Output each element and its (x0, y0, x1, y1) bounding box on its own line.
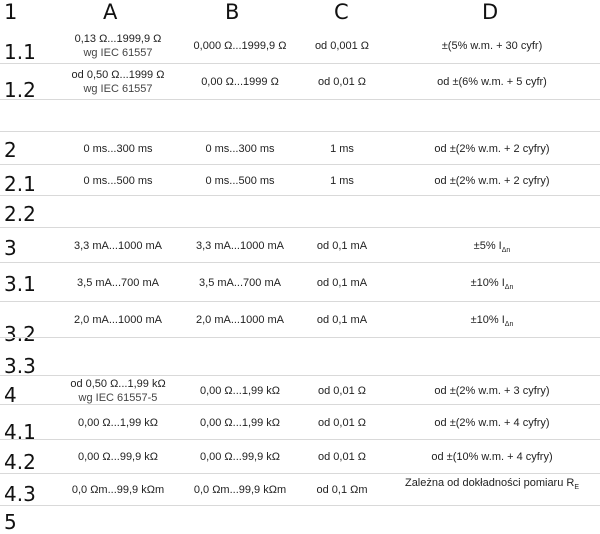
cell-accuracy: od ±(2% w.m. + 4 cyfry) (434, 416, 550, 429)
row-number: 4.2 (4, 450, 36, 474)
cell-range-b: 0 ms...500 ms (205, 174, 275, 187)
subscript: Δn (504, 321, 514, 328)
cell-accuracy: od ±(2% w.m. + 2 cyfry) (434, 142, 550, 155)
cell-range-a: 2,0 mA...1000 mA (73, 314, 163, 326)
cell-range-b: 3,5 mA...700 mA (199, 276, 281, 289)
table-row (0, 64, 600, 100)
row-number: 3.1 (4, 272, 36, 296)
cell-accuracy: ±(5% w.m. + 30 cyfr) (441, 40, 543, 52)
header-col-a: A (103, 0, 118, 24)
cell-accuracy: ±5% $I_{\Delta n}$ (473, 239, 511, 254)
row-number: 4.3 (4, 482, 36, 506)
table-row (0, 302, 600, 378)
cell-range-a: od 0,50 Ω...1,99 kΩ wg IEC 61557-5 (60, 377, 176, 405)
cell-resolution: 1 ms (330, 174, 354, 187)
row-number: 4.1 (4, 420, 36, 444)
row-number: 3.2 (4, 322, 36, 346)
cell-range-a: 3,3 mA...1000 mA (73, 239, 163, 252)
row-number: 1.2 (4, 78, 36, 102)
subscript: Δn (504, 283, 514, 291)
cell-resolution: od 0,1 mA (316, 239, 368, 252)
cell-range-b: 0,00 Ω...99,9 kΩ (199, 451, 281, 463)
cell-range-b: 0,00 Ω...1,99 kΩ (199, 384, 281, 397)
header-col-c: C (334, 0, 349, 24)
cell-accuracy: od ±(2% w.m. + 3 cyfry) (434, 384, 550, 397)
subscript: Δn (501, 246, 511, 254)
cell-resolution: od 0,1 mA (316, 314, 368, 326)
table-row (0, 474, 600, 534)
cell-accuracy: od ±(6% w.m. + 5 cyfr) (437, 76, 547, 88)
cell-range-a: 3,5 mA...700 mA (77, 276, 159, 289)
cell-accuracy: od ±(2% w.m. + 2 cyfry) (434, 174, 550, 187)
cell-resolution: 1 ms (330, 142, 354, 155)
cell-note: wg IEC 61557-5 (78, 391, 158, 404)
cell-resolution: od 0,01 Ω (318, 451, 366, 463)
row-number: 4 (4, 383, 17, 407)
cell-range-b: 0,000 Ω...1999,9 Ω (193, 40, 287, 52)
row-number: 5 (4, 510, 17, 534)
row-number: 2.2 (4, 202, 36, 226)
header-col-d: D (482, 0, 499, 24)
cell-accuracy: ±10% $I_{\Delta n}$ (470, 276, 514, 291)
cell-range-b: 0,0 Ωm...99,9 kΩm (193, 484, 287, 496)
row-number: 3 (4, 236, 17, 260)
cell-range-a: 0,13 Ω...1999,9 Ω wg IEC 61557 (60, 32, 176, 60)
row-number: 1.1 (4, 40, 36, 64)
row-number: 2.1 (4, 172, 36, 196)
cell-resolution: od 0,1 Ωm (316, 484, 368, 496)
table-row (0, 165, 600, 226)
cell-resolution: od 0,001 Ω (314, 40, 370, 52)
cell-range-b: 0,00 Ω...1,99 kΩ (199, 416, 281, 429)
row-number: 3.3 (4, 354, 36, 378)
cell-range-b: 0,00 Ω...1999 Ω (201, 76, 279, 88)
cell-range-b: 2,0 mA...1000 mA (195, 314, 285, 326)
cell-resolution: od 0,01 Ω (318, 384, 366, 397)
cell-range-a: 0 ms...500 ms (83, 174, 153, 187)
cell-accuracy: od ±(10% w.m. + 4 cyfry) (431, 451, 553, 463)
header-col-num: 1 (4, 0, 18, 24)
cell-resolution: od 0,01 Ω (318, 76, 366, 88)
cell-range-a: 0,00 Ω...99,9 kΩ (77, 451, 159, 463)
cell-resolution: od 0,1 mA (316, 276, 368, 289)
table-row (0, 28, 600, 64)
header-col-b: B (225, 0, 240, 24)
cell-range-a: 0,00 Ω...1,99 kΩ (77, 416, 159, 429)
subscript: E (574, 484, 580, 491)
cell-accuracy: ±10% $I_{\Delta n}$ (470, 314, 514, 328)
cell-range-b: 3,3 mA...1000 mA (195, 239, 285, 252)
row-number: 2 (4, 138, 17, 162)
cell-resolution: od 0,01 Ω (318, 416, 366, 429)
cell-note: wg IEC 61557 (83, 47, 153, 59)
cell-accuracy: Zależna od dokładności pomiaru $R_E$ (404, 477, 580, 491)
cell-range-a: od 0,50 Ω...1999 Ω wg IEC 61557 (60, 68, 176, 96)
cell-note: wg IEC 61557 (83, 83, 153, 95)
cell-range-b: 0 ms...300 ms (205, 142, 275, 155)
cell-range-a: 0 ms...300 ms (83, 142, 153, 155)
cell-range-a: 0,0 Ωm...99,9 kΩm (71, 484, 165, 496)
